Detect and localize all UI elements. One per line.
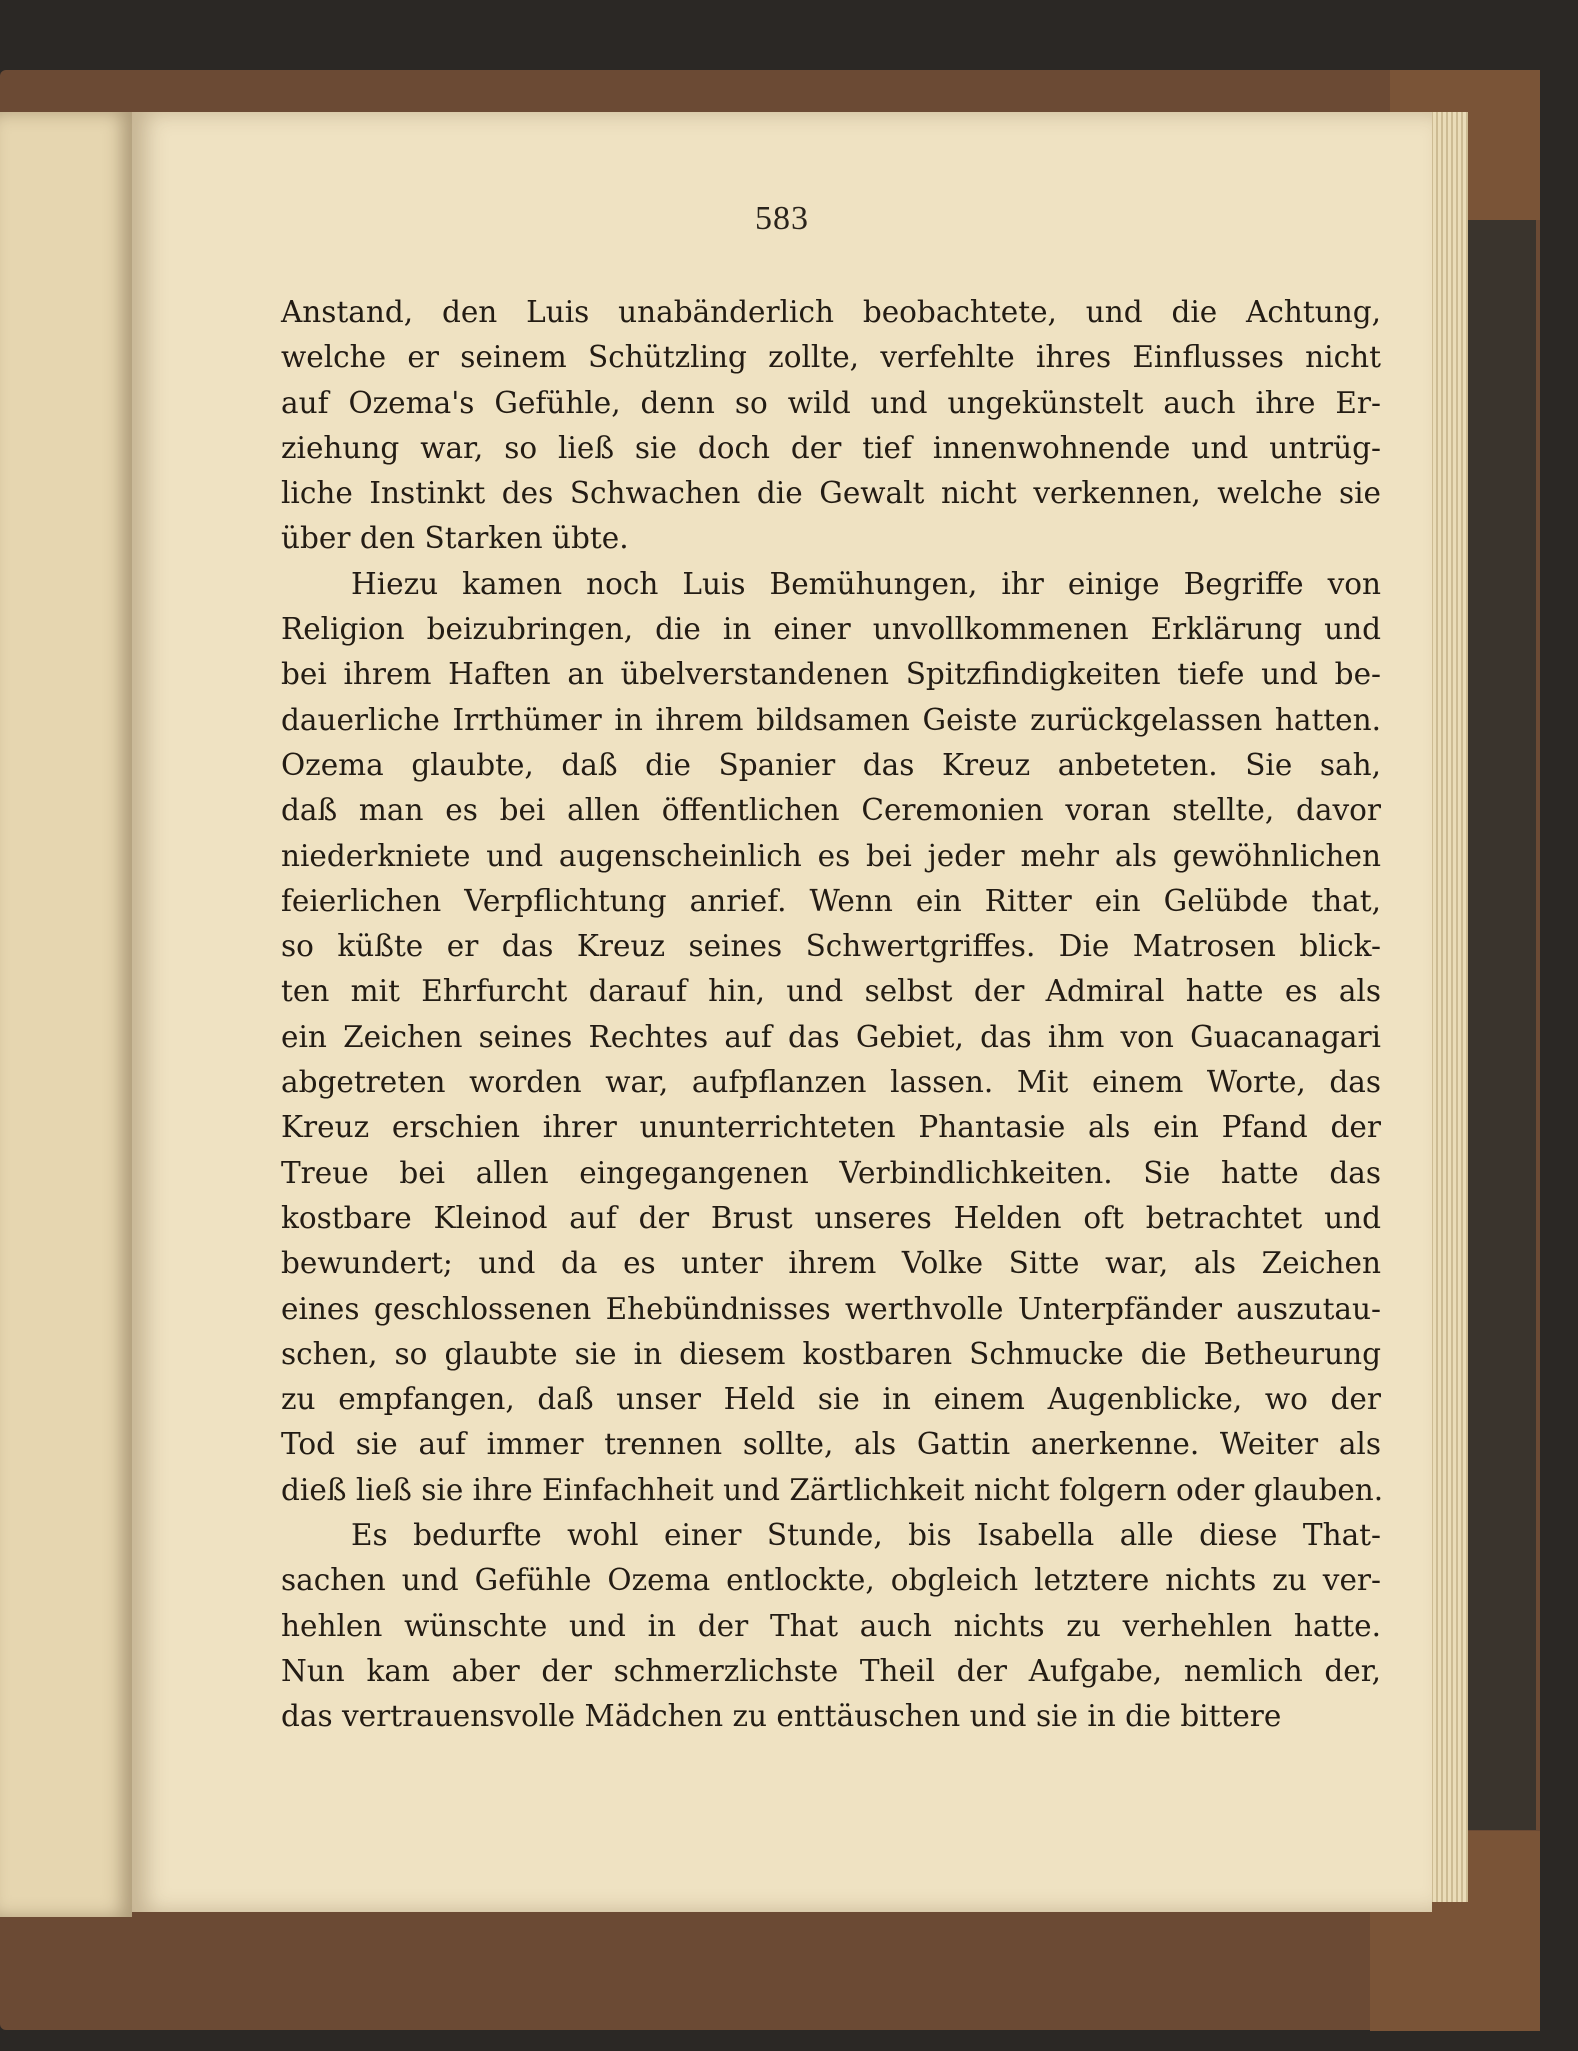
text-line: niederkniete und augenscheinlich es bei jeder mehr als gewöhnlichen — [281, 838, 1381, 873]
page-text — [281, 290, 1384, 1740]
text-line: daß man es bei allen öffentlichen Ceremonien voran stellte, davor — [281, 793, 1381, 828]
text-line: Hiezu kamen noch Luis Bemühungen, ihr einige Begriffe von — [351, 566, 1381, 601]
text-line: schen, so glaubte sie in diesem kostbaren Schmucke die Betheurung — [281, 1336, 1381, 1371]
text-line: dieß ließ sie ihre Einfachheit und Zärtlichkeit nicht folgern oder glauben. — [281, 1472, 1384, 1507]
text-line: Es bedurfte wohl einer Stunde, bis Isabella alle diese That- — [351, 1518, 1381, 1553]
text-line: Treue bei allen eingegangenen Verbindlichkeiten. Sie hatte das — [281, 1155, 1381, 1190]
text-line: hehlen wünschte und in der That auch nichts zu verhehlen hatte. — [281, 1608, 1381, 1643]
page-number: 583 — [755, 200, 809, 237]
text-line: über den Starken übte. — [281, 521, 629, 556]
text-line: eines geschlossenen Ehebündnisses werthvolle Unterpfänder auszutau- — [281, 1291, 1381, 1326]
text-line: Tod sie auf immer trennen sollte, als Gattin anerkenne. Weiter als — [281, 1427, 1381, 1462]
text-line: Kreuz erschien ihrer ununterrichteten Phantasie als ein Pfand der — [281, 1110, 1381, 1145]
text-line: feierlichen Verpflichtung anrief. Wenn ein Ritter ein Gelübde that, — [281, 883, 1381, 918]
text-line: das vertrauensvolle Mädchen zu enttäuschen und sie in die bittere — [281, 1699, 1282, 1734]
book-page — [132, 112, 1432, 1912]
text-line: ten mit Ehrfurcht darauf hin, und selbst der Admiral hatte es als — [281, 974, 1381, 1009]
text-line: Religion beizubringen, die in einer unvollkommenen Erklärung und — [281, 612, 1381, 647]
paragraph — [281, 562, 1384, 1513]
text-line: kostbare Kleinod auf der Brust unseres Helden oft betrachtet und — [281, 1200, 1381, 1235]
text-line: zu empfangen, daß unser Held sie in einem Augenblicke, wo der — [281, 1382, 1381, 1417]
paragraph — [281, 1513, 1381, 1739]
text-line: sachen und Gefühle Ozema entlockte, obgleich letztere nichts zu ver- — [281, 1563, 1381, 1598]
text-line: Nun kam aber der schmerzlichste Theil der Aufgabe, nemlich der, — [281, 1653, 1381, 1688]
text-line: abgetreten worden war, aufpflanzen lassen. Mit einem Worte, das — [281, 1065, 1381, 1100]
text-line: auf Ozema's Gefühle, denn so wild und ungekünstelt auch ihre Er- — [281, 385, 1381, 420]
text-line: so küßte er das Kreuz seines Schwertgriffes. Die Matrosen blick- — [281, 929, 1381, 964]
text-line: liche Instinkt des Schwachen die Gewalt nicht verkennen, welche sie — [281, 476, 1381, 511]
text-line: ziehung war, so ließ sie doch der tief innenwohnende und untrüg- — [281, 430, 1381, 465]
facing-page-edge — [0, 112, 132, 1917]
text-line: welche er seinem Schützling zollte, verfehlte ihres Einflusses nicht — [281, 340, 1381, 375]
text-line: Ozema glaubte, daß die Spanier das Kreuz anbeteten. Sie sah, — [281, 747, 1381, 782]
text-line: bei ihrem Haften an übelverstandenen Spitzfindigkeiten tiefe und be- — [281, 657, 1381, 692]
text-line: ein Zeichen seines Rechtes auf das Gebiet, das ihm von Guacanagari — [281, 1019, 1381, 1054]
text-line: dauerliche Irrthümer in ihrem bildsamen Geiste zurückgelassen hatten. — [281, 702, 1381, 737]
paragraph — [281, 290, 1381, 562]
text-line: bewundert; und da es unter ihrem Volke Sitte war, als Zeichen — [281, 1246, 1381, 1281]
text-line: Anstand, den Luis unabänderlich beobachtete, und die Achtung, — [281, 295, 1381, 329]
